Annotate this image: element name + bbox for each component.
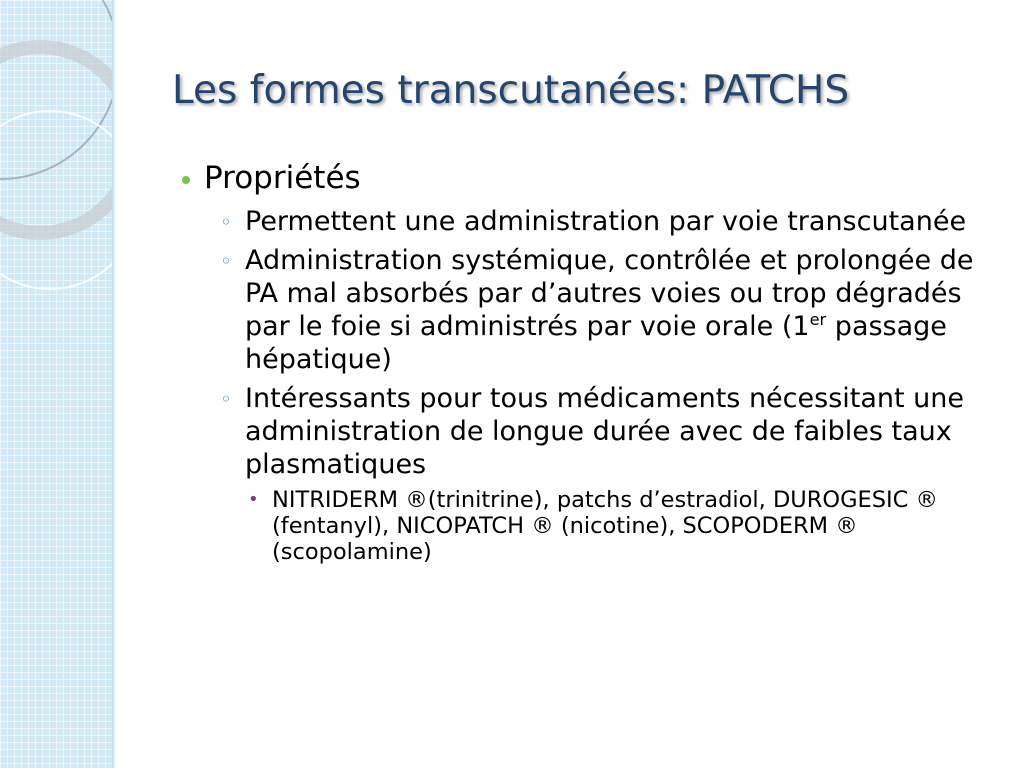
bullet-level2 [220, 205, 1000, 238]
green-dot-bullet-icon [182, 176, 190, 184]
bullet-level2 [220, 382, 1000, 481]
bullet-level2-text: Administration systémique, contrôlée et prolongée de PA mal absorbés par d’autres voies ou trop dégradés par le foie si administrés par voie orale (1 [245, 245, 974, 342]
sidebar-edge [112, 0, 116, 768]
slide-title: Les formes transcutanées: PATCHS [172, 68, 850, 113]
bullet-level2-text: Permettent une administration par voie transcutanée [245, 206, 967, 237]
bullet-level2 [220, 244, 1000, 376]
circle-bullet-icon: ◦ [220, 249, 232, 273]
bullet-level1-text: Propriétés [204, 160, 361, 196]
bullet-level3 [248, 487, 1000, 565]
decorative-ring [0, 110, 112, 290]
bullet-level3-text: NITRIDERM ®(trinitrine), patchs d’estradiol, DUROGESIC ® (fentanyl), NICOPATCH ® (nicotine), SCOPODERM ® (scopolamine) [272, 487, 939, 565]
bullet-level2-text-continued: passage hépatique) [245, 311, 947, 375]
bullet-level1 [180, 160, 1000, 197]
bullet-level2-text: Intéressants pour tous médicaments nécessitant une administration de longue durée avec de faibles taux plasmatiques [245, 383, 965, 480]
circle-bullet-icon: ◦ [220, 210, 232, 234]
decorative-sidebar [0, 0, 112, 768]
circle-bullet-icon: ◦ [220, 387, 232, 411]
superscript: er [809, 310, 827, 329]
small-dot-bullet-icon: • [248, 489, 259, 510]
slide-content [180, 160, 1000, 565]
